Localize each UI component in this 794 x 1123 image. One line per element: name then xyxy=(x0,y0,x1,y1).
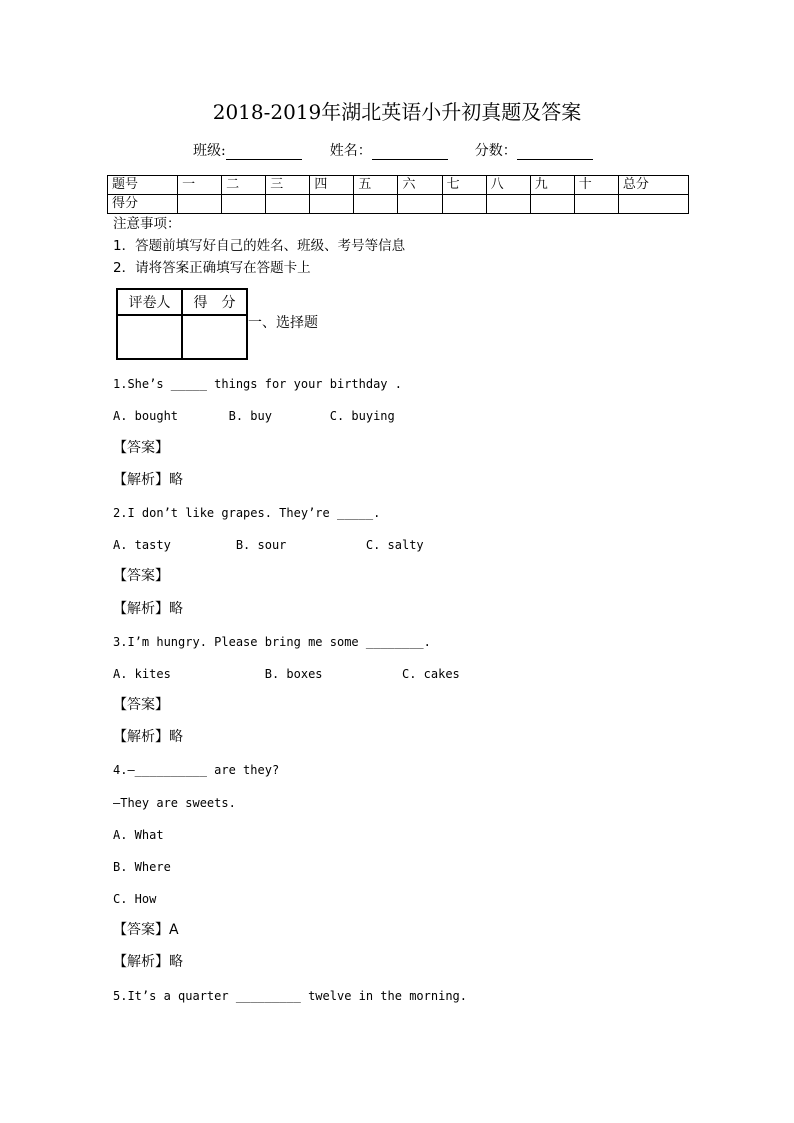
page-title: 2018-2019年湖北英语小升初真题及答案 xyxy=(212,100,582,124)
score-table-cell: 题号 xyxy=(108,176,178,195)
analysis-label: 【解析】略 xyxy=(113,954,183,970)
grader-score-header: 得 分 xyxy=(182,289,247,315)
notes-item: 2．请将答案正确填写在答题卡上 xyxy=(113,260,311,276)
question-stem: 3.I’m hungry. Please bring me some ________. xyxy=(113,635,431,649)
score-entry-cell xyxy=(354,195,398,214)
score-entry-cell xyxy=(530,195,574,214)
question-options: A. kites B. boxes C. cakes xyxy=(113,667,460,681)
score-entry-cell xyxy=(266,195,310,214)
score-entry-cell xyxy=(222,195,266,214)
score-table-cell: 四 xyxy=(310,176,354,195)
score-table-cell: 七 xyxy=(442,176,486,195)
score-table-score-row xyxy=(108,195,689,214)
score-table-cell: 五 xyxy=(354,176,398,195)
score-blank xyxy=(517,144,593,160)
score-table-header-row xyxy=(108,176,689,195)
score-entry-cell xyxy=(618,195,688,214)
question-options: A. bought B. buy C. buying xyxy=(113,409,395,423)
score-entry-cell xyxy=(310,195,354,214)
notes-item: 1．答题前填写好自己的姓名、班级、考号等信息 xyxy=(113,238,406,254)
analysis-label: 【解析】略 xyxy=(113,472,183,488)
question-reply: —They are sweets. xyxy=(113,796,236,810)
question-option: B. Where xyxy=(113,860,171,874)
score-entry-cell xyxy=(486,195,530,214)
score-entry-cell xyxy=(442,195,486,214)
question-option: C. How xyxy=(113,892,157,906)
answer-label: 【答案】 xyxy=(113,697,169,713)
score-table xyxy=(107,175,689,214)
score-table-cell: 二 xyxy=(222,176,266,195)
grader-table xyxy=(116,288,248,360)
grader-score-cell xyxy=(182,315,247,359)
score-table-cell: 三 xyxy=(266,176,310,195)
answer-label: 【答案】 xyxy=(113,440,169,456)
score-table-cell: 九 xyxy=(530,176,574,195)
score-table-cell: 一 xyxy=(178,176,222,195)
name-label: 姓名： xyxy=(329,143,372,159)
reviewer-cell xyxy=(117,315,182,359)
class-blank xyxy=(226,144,302,160)
question-stem: 5.It’s a quarter _________ twelve in the morning. xyxy=(113,989,468,1003)
question-option: A. What xyxy=(113,828,164,842)
analysis-label: 【解析】略 xyxy=(113,729,183,745)
score-entry-cell xyxy=(574,195,618,214)
score-table-cell: 总分 xyxy=(618,176,688,195)
notes-heading: 注意事项： xyxy=(113,216,181,232)
name-blank xyxy=(372,144,448,160)
score-row-label: 得分 xyxy=(108,195,178,214)
question-stem: 4.—__________ are they? xyxy=(113,763,280,777)
score-table-cell: 十 xyxy=(574,176,618,195)
answer-label: 【答案】A xyxy=(113,922,179,938)
score-entry-cell xyxy=(178,195,222,214)
score-label: 分数： xyxy=(474,143,517,159)
answer-label: 【答案】 xyxy=(113,568,169,584)
score-table-cell: 六 xyxy=(398,176,442,195)
score-entry-cell xyxy=(398,195,442,214)
student-info-line xyxy=(193,140,593,160)
class-label: 班级: xyxy=(193,143,226,159)
question-stem: 1.She’s _____ things for your birthday . xyxy=(113,377,402,391)
exam-notes xyxy=(113,213,405,279)
analysis-label: 【解析】略 xyxy=(113,601,183,617)
question-options: A. tasty B. sour C. salty xyxy=(113,538,424,552)
section-title: 一、选择题 xyxy=(248,315,318,331)
score-table-cell: 八 xyxy=(486,176,530,195)
question-stem: 2.I don’t like grapes. They’re _____. xyxy=(113,506,381,520)
reviewer-header: 评卷人 xyxy=(117,289,182,315)
